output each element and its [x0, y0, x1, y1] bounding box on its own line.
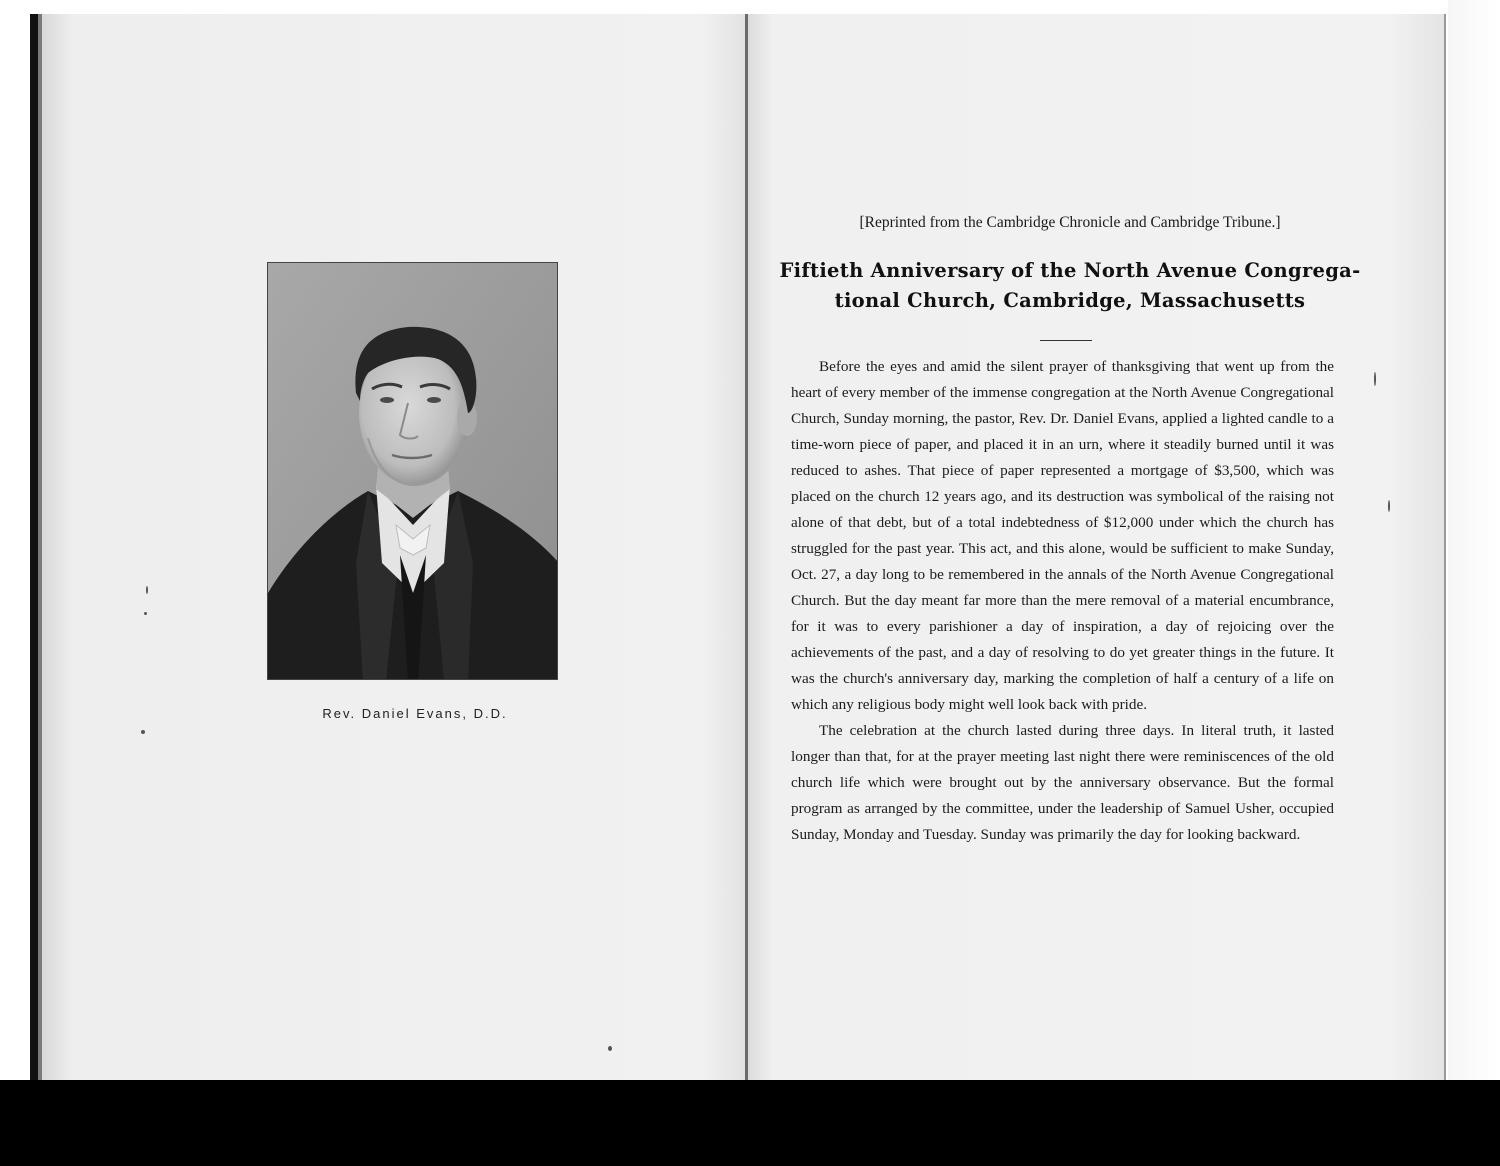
scan-speck	[608, 1046, 612, 1051]
headline-line-2: tional Church, Cambridge, Massachusetts	[834, 289, 1306, 312]
book-edge-shadow	[30, 14, 38, 1084]
portrait-photo	[267, 262, 558, 680]
article-body	[791, 354, 1334, 848]
article-headline	[770, 256, 1370, 316]
scan-bottom-border	[0, 1080, 1500, 1166]
article-paragraph-1: Before the eyes and amid the silent prayer of thanksgiving that went up from the heart of every member of the immense congregation at the North Avenue Congregational Church, Sunday morning, the pastor, Rev. Dr. Daniel Evans, applied a lighted candle to a time-worn piece of paper, and placed it in an urn, where it steadily burned until it was reduced to ashes. That piece of paper represented a mortgage of $3,500, which was placed on the church 12 years ago, and its destruction was symbolical of the raising not alone of that debt, but of a total indebtedness of $12,000 under which the church has struggled for the past year. This act, and this alone, would be sufficient to make Sunday, Oct. 27, a day long to be remembered in the annals of the North Avenue Congregational Church. But the day meant far more than the mere removal of a material encumbrance, for it was to every parishioner a day of inspiration, a day of rejoicing over the achievements of the past, and a day of resolving to do yet greater things in the future. It was the church's anniversary day, marking the completion of half a century of a life on which any religious body might well look back with pride.	[791, 358, 1334, 713]
headline-divider	[1040, 340, 1092, 341]
scan-speck	[146, 586, 148, 594]
scan-margin-right	[1448, 0, 1500, 1080]
scan-speck	[144, 612, 147, 615]
portrait-illustration	[268, 263, 558, 680]
scan-speck	[141, 730, 145, 734]
article-paragraph-2: The celebration at the church lasted during three days. In literal truth, it lasted longer than that, for at the prayer meeting last night there were reminiscences of the old church life which were brought out by the anniversary observance. But the formal program as arranged by the committee, under the leadership of Samuel Usher, occupied Sunday, Monday and Tuesday. Sunday was primarily the day for looking backward.	[791, 722, 1334, 843]
reprint-note: [Reprinted from the Cambridge Chronicle and Cambridge Tribune.]	[859, 214, 1281, 231]
headline-line-1: Fiftieth Anniversary of the North Avenue Congrega-	[779, 259, 1361, 282]
scan-speck	[1388, 500, 1390, 512]
scan-speck	[1374, 372, 1376, 386]
portrait-caption: Rev. Daniel Evans, D.D.	[322, 706, 508, 721]
